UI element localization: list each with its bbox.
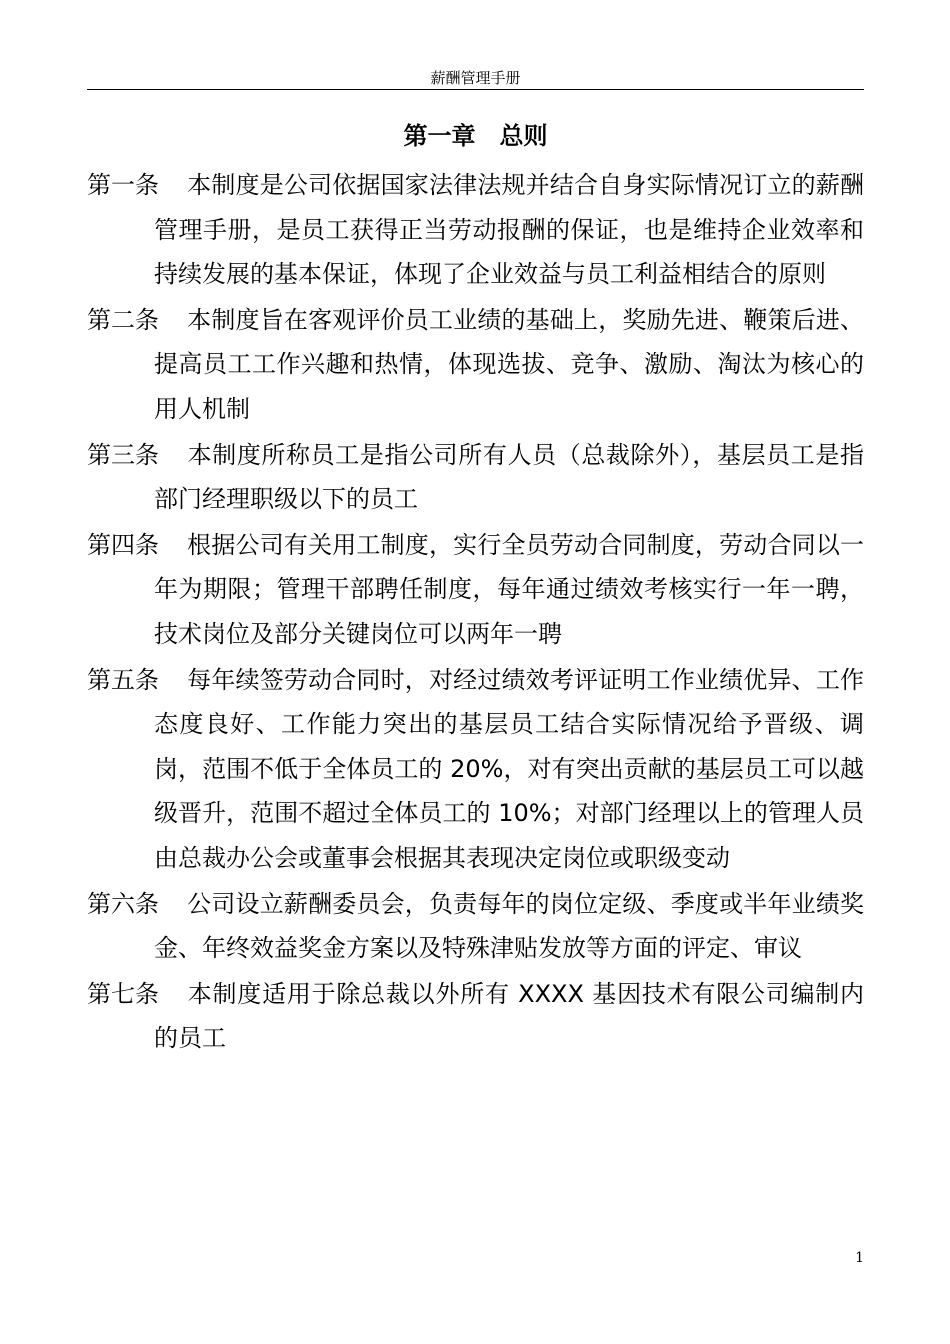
- page-number: 1: [855, 1250, 864, 1266]
- article-2: [87, 298, 864, 432]
- article-text: [154, 658, 864, 881]
- article-text: [154, 972, 864, 1061]
- running-header: 薪酬管理手册: [430, 69, 521, 87]
- article-1: [87, 163, 864, 297]
- article-text: [154, 433, 864, 522]
- article-text-content: 本制度是公司依据国家法律法规并结合自身实际情况订立的薪酬管理手册，是员工获得正当劳动报酬的保证，也是维持企业效率和持续发展的基本保证，体现了企业效益与员工利益相结合的原则: [154, 171, 864, 289]
- article-6: [87, 882, 864, 971]
- article-5: [87, 658, 864, 881]
- article-text: [154, 298, 864, 432]
- article-label: 第五条: [87, 665, 159, 694]
- article-label: 第六条: [87, 889, 159, 918]
- header-rule: [87, 89, 864, 90]
- chapter-title: 第一章 总则: [403, 122, 548, 150]
- article-label: 第二条: [87, 305, 159, 334]
- article-list: [87, 163, 864, 1062]
- article-text: [154, 523, 864, 657]
- article-text: [154, 163, 864, 297]
- article-text-content: 本制度适用于除总裁以外所有 XXXX 基因技术有限公司编制内的员工: [154, 979, 864, 1053]
- article-text: [154, 882, 864, 971]
- article-label: 第三条: [87, 440, 159, 469]
- article-text-content: 本制度所称员工是指公司所有人员（总裁除外），基层员工是指部门经理职级以下的员工: [154, 440, 864, 514]
- article-text-content: 每年续签劳动合同时，对经过绩效考评证明工作业绩优异、工作态度良好、工作能力突出的基层员工结合实际情况给予晋级、调岗，范围不低于全体员工的 20%，对有突出贡献的基层员工可以越级晋升，范围不超过全体员工的 10%；对部门经理以上的管理人员由总裁办公会或董事会根据其表现决定岗位或职级变动: [154, 665, 864, 872]
- article-label: 第一条: [87, 171, 159, 199]
- article-3: [87, 433, 864, 522]
- article-label: 第七条: [87, 979, 159, 1008]
- article-7: [87, 972, 864, 1061]
- article-text-content: 公司设立薪酬委员会，负责每年的岗位定级、季度或半年业绩奖金、年终效益奖金方案以及特殊津贴发放等方面的评定、审议: [154, 889, 864, 963]
- article-4: [87, 523, 864, 657]
- article-text-content: 本制度旨在客观评价员工业绩的基础上，奖励先进、鞭策后进、提高员工工作兴趣和热情，体现选拔、竞争、激励、淘汰为核心的用人机制: [154, 305, 864, 423]
- article-text-content: 根据公司有关用工制度，实行全员劳动合同制度，劳动合同以一年为期限；管理干部聘任制度，每年通过绩效考核实行一年一聘，技术岗位及部分关键岗位可以两年一聘: [154, 530, 864, 648]
- article-label: 第四条: [87, 530, 159, 559]
